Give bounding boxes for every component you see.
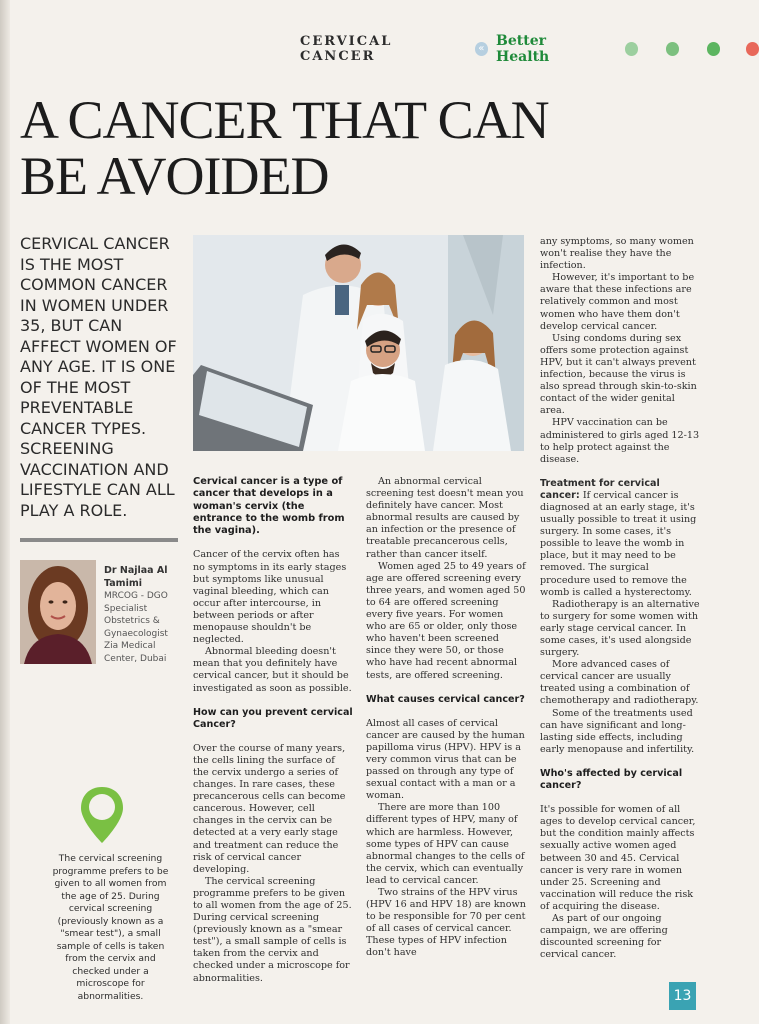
author-credentials: MRCOG - DGO Specialist Obstetrics & Gynaecologist: [104, 591, 168, 639]
paragraph: As part of our ongoing campaign, we are offering discounted screening for cervical cancer.: [540, 912, 668, 961]
title-line-1: A CANCER THAT CAN: [20, 90, 549, 150]
subheading-prevent: How can you prevent cervical Cancer?: [193, 706, 353, 730]
decorative-dot-icon: [746, 42, 759, 56]
decorative-dot-icon: [707, 42, 720, 56]
location-pin-icon: [78, 785, 126, 845]
paragraph: Two strains of the HPV virus (HPV 16 and HPV 18) are known to be responsible for 70 per cent of all cases of cervical cancer. These types of HPV infection don't have: [366, 887, 526, 959]
article-column-1: [193, 476, 353, 985]
paragraph: Some of the treatments used can have significant and long-lasting side effects, including early menopause and infertility.: [540, 707, 695, 755]
paragraph: any symptoms, so many women won't realise they have the infection.: [540, 236, 694, 272]
intro-paragraph: Cervical cancer is a type of cancer that develops in a woman's cervix (the entrance to the womb from the vagina).: [193, 476, 345, 537]
author-center: Zia Medical Center, Dubai: [104, 641, 167, 664]
paragraph: An abnormal cervical screening test doesn't mean you definitely have cancer. Most abnormal results are caused by an infection or the presence of treatable precancerous cells, rather than cancer itself.: [366, 476, 524, 560]
article-lede: CERVICAL CANCER IS THE MOST COMMON CANCER IN WOMEN UNDER 35, BUT CAN AFFECT WOMEN OF ANY AGE. IT IS ONE OF THE MOST PREVENTABLE CANCER TYPES. SCREENING VACCINATION AND LIFESTYLE CAN ALL PLAY A ROLE.: [20, 234, 177, 520]
paragraph: Over the course of many years, the cells lining the surface of the cervix undergo a series of changes. In rare cases, these precancerous cells can become cancerous. However, cell changes in the cervix can be detected at a very early stage and treatment can reduce the risk of cervical cancer developing.: [193, 742, 346, 875]
subheading-who: Who's affected by cervical cancer?: [540, 767, 683, 792]
article-column-3: [540, 236, 700, 961]
paragraph: Using condoms during sex offers some protection against HPV, but it can't always prevent infection, because the virus is also spread through skin-to-skin contact of the wider genital area.: [540, 332, 697, 417]
author-info: [104, 565, 186, 665]
paragraph: Radiotherapy is an alternative to surgery for some women with early stage cervical cancer. In some cases, it's used alongside surgery.: [540, 598, 700, 659]
decorative-dot-icon: [625, 42, 638, 56]
page-number: 13: [669, 982, 696, 1010]
author-photo: [20, 560, 96, 664]
paragraph: More advanced cases of cervical cancer are usually treated using a combination of chemotherapy and radiotherapy.: [540, 659, 699, 707]
subheading-treatment: Treatment for cervical cancer:: [540, 477, 660, 501]
divider: [20, 538, 178, 542]
paragraph: The cervical screening programme prefers to be given to all women from the age of 25. During cervical screening (previously known as a "smear test"), a small sample of cells is taken from the cervix and checked under a microscope for abnormalities.: [193, 875, 352, 984]
section-label: CERVICAL CANCER: [300, 34, 393, 64]
author-name: Dr Najlaa Al Tamimi: [104, 565, 168, 589]
paragraph: [540, 478, 700, 599]
brand-label: Better Health: [496, 33, 550, 65]
article-column-2: [366, 476, 526, 960]
paragraph: Cancer of the cervix often has no symptoms in its early stages but symptoms like unusual vaginal bleeding, which can occur after intercourse, in between periods or after menopause shouldn't be neglected.: [193, 549, 347, 646]
paragraph: There are more than 100 different types of HPV, many of which are harmless. However, some types of HPV can cause abnormal changes to the cells of the cervix, which can eventually lead to cervical cancer.: [366, 802, 525, 886]
paragraph: HPV vaccination can be administered to girls aged 12-13 to help protect against the disease.: [540, 417, 700, 465]
double-chevron-left-icon: «: [475, 42, 488, 56]
paragraph: Abnormal bleeding doesn't mean that you definitely have cervical cancer, but it should be investigated as soon as possible.: [193, 646, 352, 694]
page-header: [300, 33, 759, 65]
paragraph: However, it's important to be aware that these infections are relatively common and most women who have them don't develop cervical cancer.: [540, 272, 695, 332]
treatment-text: If cervical cancer is diagnosed at an early stage, it's usually possible to treat it using surgery. In some cases, it's possible to leave the womb in place, but it may need to be removed. The surgical procedure used to remove the womb is called a hysterectomy.: [540, 489, 697, 598]
subheading-causes: What causes cervical cancer?: [366, 693, 525, 705]
side-note: The cervical screening programme prefers to be given to all women from the age of 25. During cervical screening (previously known as a "smear test"), a small sample of cells is taken from the cervix and checked under a microscope for abnormalities.: [52, 853, 169, 1002]
paragraph: Almost all cases of cervical cancer are caused by the human papilloma virus (HPV). HPV is a very common virus that can be passed on through any type of sexual contact with a man or a woman.: [366, 717, 525, 802]
article-photo: [193, 235, 524, 451]
decorative-dot-icon: [666, 42, 679, 56]
paragraph: Women aged 25 to 49 years of age are offered screening every three years, and women aged 50 to 64 are offered screening every five years. For women who are 65 or older, only those who haven't been screened since they were 50, or those who have had recent abnormal tests, are offered screening.: [366, 560, 526, 681]
article-title: [20, 92, 620, 204]
paragraph: It's possible for women of all ages to develop cervical cancer, but the condition mainly affects sexually active women aged between 30 and 45. Cervical cancer is very rare in women under 25. Screening and vaccination will reduce the risk of acquiring the disease.: [540, 804, 696, 912]
title-line-2: BE AVOIDED: [20, 146, 329, 206]
page-edge: [0, 0, 10, 1024]
